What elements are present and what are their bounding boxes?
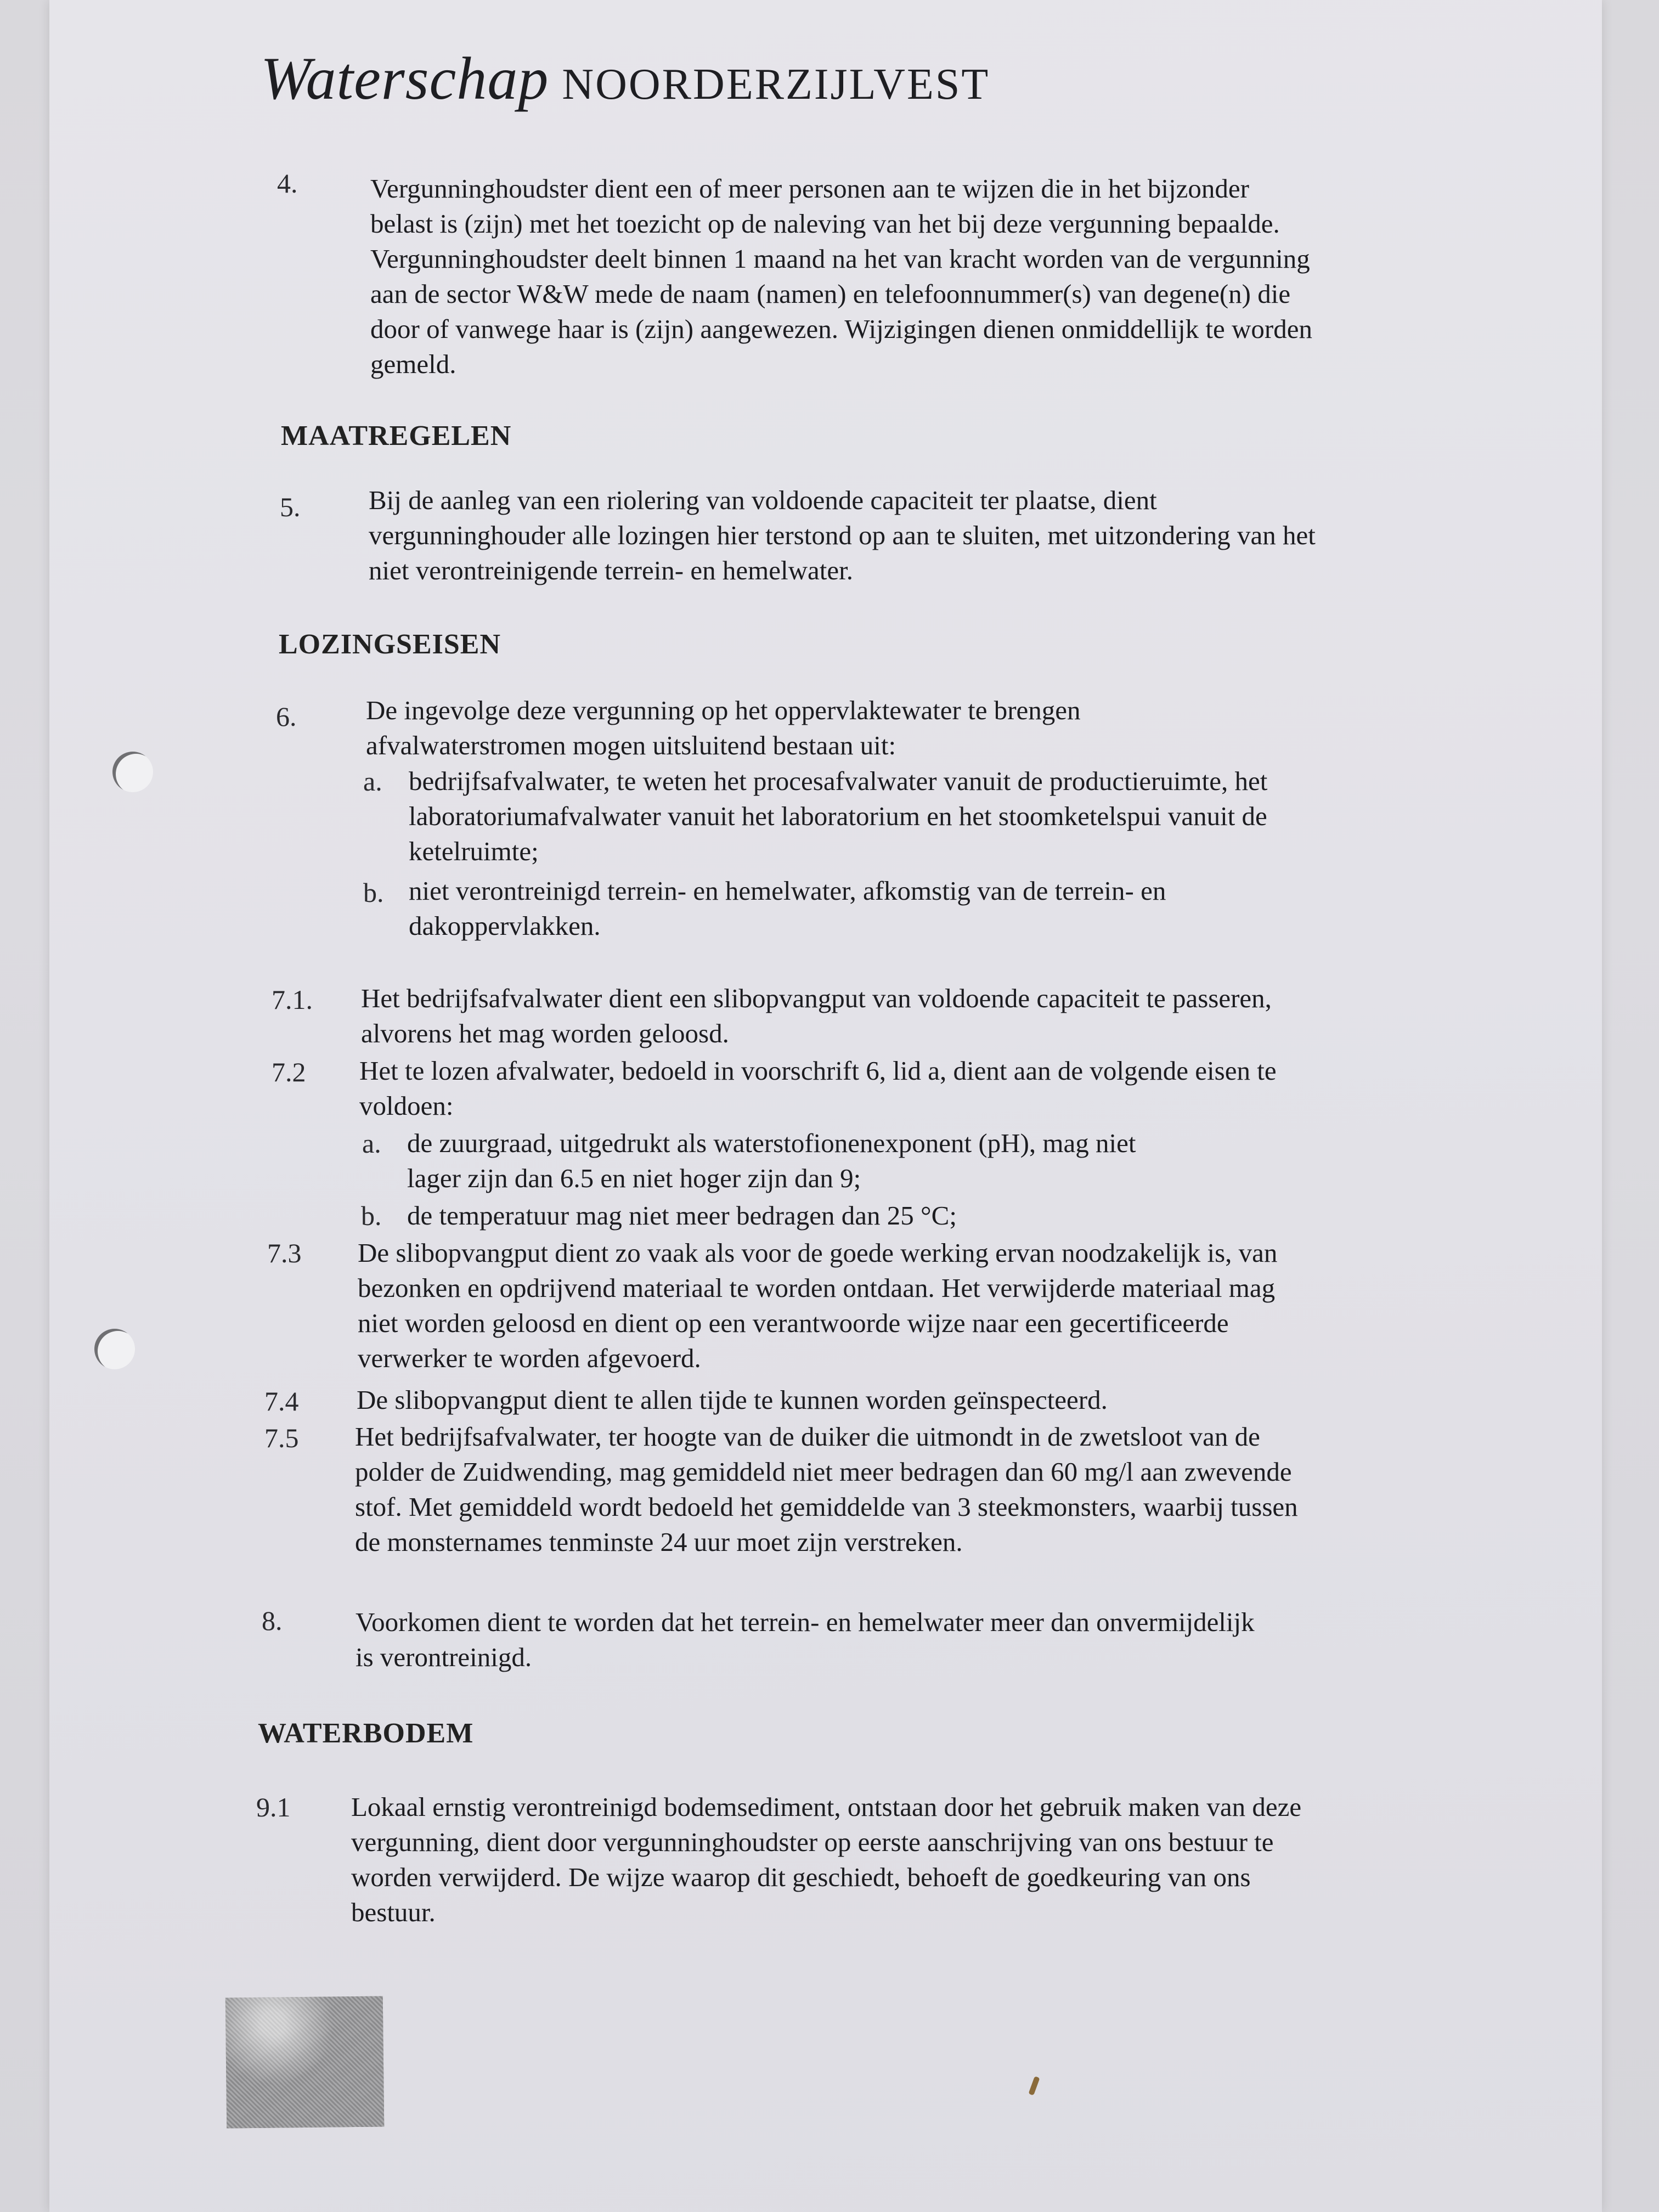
item-text-5: Bij de aanleg van een riolering van voldoende capaciteit ter plaatse, dient vergunninghouder alle lozingen hier terstond op aan te sluiten, met uitzondering van het niet verontreinigende terrein- en hemelwater.: [369, 485, 1316, 585]
item-text-4: Vergunninghoudster dient een of meer personen aan te wijzen die in het bijzonder belast is (zijn) met het toezicht op de naleving van het bij deze vergunning bepaalde. Vergunninghoudster deelt binnen 1 maand na het van kracht worden van de vergunning aan de sector W&W mede de naam (namen) en telefoonnummer(s) van degene(n) die door of vanwege haar is (zijn) aangewezen. Wijzigingen dienen onmiddellijk te worden gemeld.: [370, 173, 1312, 379]
item-text-7-1: Het bedrijfsafvalwater dient een slibopvangput van voldoende capaciteit te passeren, alvorens het mag worden geloosd.: [361, 983, 1272, 1048]
item-number-7-3: 7.3: [267, 1238, 302, 1268]
item-text-6: De ingevolge deze vergunning op het oppervlaktewater te brengen afvalwaterstromen mogen uitsluitend bestaan uit:: [366, 695, 1081, 760]
item-text-7-4: De slibopvangput dient te allen tijde te kunnen worden geïnspecteerd.: [357, 1385, 1108, 1415]
section-heading-waterbodem: WATERBODEM: [258, 1718, 474, 1749]
item-number-9-1: 9.1: [256, 1792, 291, 1822]
item-6a-label: a.: [363, 766, 382, 797]
item-7-2a-text: de zuurgraad, uitgedrukt als waterstofionenexponent (pH), mag niet lager zijn dan 6.5 en niet hoger zijn dan 9;: [407, 1128, 1136, 1193]
letterhead: [261, 44, 990, 114]
item-text-7-5: Het bedrijfsafvalwater, ter hoogte van de duiker die uitmondt in de zwetsloot van de polder de Zuidwending, mag gemiddeld niet meer bedragen dan 60 mg/l aan zwevende stof. Met gemiddeld wordt bedoeld het gemiddelde van 3 steekmonsters, waarbij tussen de monsternames tenminste 24 uur moet zijn verstreken.: [355, 1421, 1298, 1557]
punch-hole-bottom: [94, 1329, 135, 1369]
brand-name-italic: Waterschap: [261, 45, 549, 112]
item-6b-text: niet verontreinigd terrein- en hemelwater, afkomstig van de terrein- en dakoppervlakken.: [409, 876, 1166, 941]
item-7-2b-text: de temperatuur mag niet meer bedragen dan 25 °C;: [407, 1200, 957, 1231]
section-heading-maatregelen: MAATREGELEN: [281, 420, 512, 452]
item-6a-text: bedrijfsafvalwater, te weten het procesafvalwater vanuit de productieruimte, het laboratoriumafvalwater vanuit het laboratorium en het stoomketelspui vanuit de ketelruimte;: [409, 766, 1268, 866]
item-text-9-1: Lokaal ernstig verontreinigd bodemsediment, ontstaan door het gebruik maken van deze vergunning, dient door vergunninghoudster op eerste aanschrijving van ons bestuur te worden verwijderd. De wijze waarop dit geschiedt, behoeft de goedkeuring van ons bestuur.: [351, 1792, 1302, 1927]
item-number-5: 5.: [280, 492, 301, 522]
item-number-7-1: 7.1.: [272, 984, 313, 1015]
item-text-7-2: Het te lozen afvalwater, bedoeld in voorschrift 6, lid a, dient aan de volgende eisen te voldoen:: [359, 1056, 1277, 1121]
item-number-7-2: 7.2: [272, 1057, 306, 1087]
item-number-7-5: 7.5: [264, 1423, 299, 1453]
item-7-2a-label: a.: [362, 1128, 381, 1159]
item-number-7-4: 7.4: [264, 1386, 299, 1417]
grey-logo-block: [225, 1996, 384, 2129]
item-7-2b-label: b.: [361, 1200, 382, 1231]
item-number-6: 6.: [276, 701, 297, 732]
item-number-8: 8.: [262, 1605, 283, 1636]
brand-name-caps: NOORDERZIJLVEST: [562, 60, 990, 109]
section-heading-lozingseisen: LOZINGSEISEN: [279, 629, 501, 660]
item-text-7-3: De slibopvangput dient zo vaak als voor de goede werking ervan noodzakelijk is, van bezonken en opdrijvend materiaal te worden ontdaan. Het verwijderde materiaal mag niet worden geloosd en dient op een verantwoorde wijze naar een gecertificeerde verwerker te worden afgevoerd.: [358, 1238, 1278, 1373]
item-text-8: Voorkomen dient te worden dat het terrein- en hemelwater meer dan onvermijdelijk is verontreinigd.: [356, 1607, 1255, 1672]
item-6b-label: b.: [363, 877, 384, 908]
item-number-4: 4.: [277, 168, 298, 199]
punch-hole-top: [112, 752, 153, 792]
